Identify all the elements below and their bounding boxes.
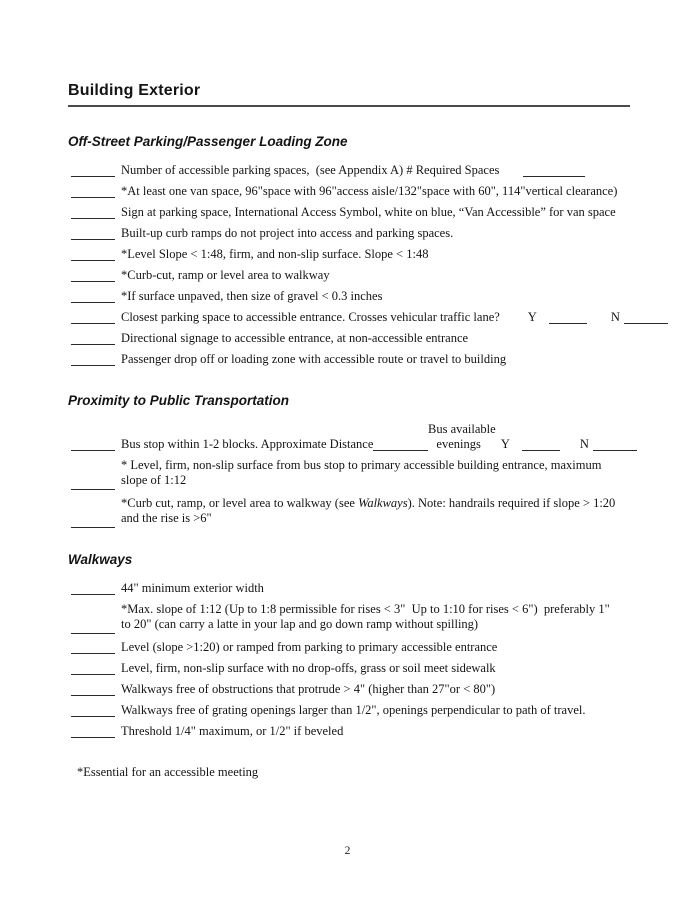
checklist-item-text: *Level Slope < 1:48, firm, and non-slip surface. Slope < 1:48 [121,247,429,261]
checklist-response-blank [71,674,115,675]
checklist-item-text: Bus stop within 1-2 blocks. Approximate Distance [121,437,374,451]
checklist-item-text: Walkways free of obstructions that protrude > 4" (higher than 27"or < 80") [121,682,496,696]
checklist-response-blank [71,489,115,490]
checklist-row [68,682,630,696]
checklist-response-blank [71,716,115,717]
checklist-item-text: Walkways free of grating openings larger than 1/2", openings perpendicular to path of travel. [121,703,586,717]
page-title: Building Exterior [68,82,201,99]
checklist-response-blank [71,239,115,240]
checklist-item-text: Directional signage to accessible entrance, at non-accessible entrance [121,331,469,345]
section-2 [68,552,630,738]
bus-available-note: Bus available [428,422,496,436]
checklist-item-text: Built-up curb ramps do not project into access and parking spaces. [121,226,454,240]
checklist-item-text: 44" minimum exterior width [121,581,264,595]
checklist-response-blank [71,365,115,366]
evenings-label: evenings [436,437,481,451]
yes-label: Y [500,437,510,451]
checklist-response-blank [71,176,115,177]
checklist-response-blank [71,323,115,324]
checklist-row [68,247,630,261]
text-segment: *Curb cut, ramp, or level area to walkway (see [121,496,359,510]
yes-blank [549,323,587,324]
section-1 [68,393,630,525]
checklist-item-text: * Level, firm, non-slip surface from bus stop to primary accessible building entrance, maximum slope of 1:12 [121,458,605,487]
checklist-row [68,163,630,177]
checklist-item-text: *Max. slope of 1:12 (Up to 1:8 permissible for rises < 3" Up to 1:10 for rises < 6") preferably 1" to 20" (can carry a latte in your lap and go down ramp without spilling) [121,602,613,631]
section-0 [68,134,630,366]
checklist-response-blank [71,695,115,696]
checklist-row [68,268,630,282]
checklist-row [68,581,630,595]
checklist-item-text: Number of accessible parking spaces, (see Appendix A) # Required Spaces [121,163,500,177]
checklist-row [68,310,630,324]
no-label: N [610,310,620,324]
checklist-row [68,352,630,366]
checklist-response-blank [71,450,115,451]
checklist-row [68,496,630,525]
checklist-response-blank [71,260,115,261]
checklist-row [68,205,630,219]
checklist-response-blank [71,302,115,303]
checklist-item-text [121,496,619,525]
checklist-row [68,661,630,675]
checklist-row [68,724,630,738]
checklist-item-text: Closest parking space to accessible entrance. Crosses vehicular traffic lane? [121,310,500,324]
checklist-response-blank [71,281,115,282]
checklist-response-blank [71,594,115,595]
required-spaces-blank [523,176,585,177]
checklist-response-blank [71,218,115,219]
checklist-row [68,226,630,240]
checklist-item-text: Threshold 1/4" maximum, or 1/2" if beveled [121,724,344,738]
text-segment: ). Note: handrails required if slope > 1:20 and the rise is >6" [121,496,619,525]
checklist-row [68,703,630,717]
checklist-item-text: Level (slope >1:20) or ramped from parking to primary accessible entrance [121,640,498,654]
checklist-response-blank [71,653,115,654]
checklist-item-text: Sign at parking space, International Access Symbol, white on blue, “Van Accessible” for van space [121,205,616,219]
section-heading: Walkways [68,552,133,567]
page-number: 2 [344,845,351,857]
section-heading: Off-Street Parking/Passenger Loading Zone [68,134,348,149]
checklist-row [68,331,630,345]
cross-reference-italic: Walkways [358,496,408,510]
checklist-row [68,437,630,451]
checklist-item-text: *If surface unpaved, then size of gravel < 0.3 inches [121,289,383,303]
checklist-response-blank [71,633,115,634]
checklist-row [68,458,630,487]
checklist-item-text: *At least one van space, 96"space with 96"access aisle/132"space with 60", 114"vertical clearance) [121,184,618,198]
section-heading: Proximity to Public Transportation [68,393,290,408]
checklist-row [68,602,630,631]
checklist-response-blank [71,737,115,738]
footnote: *Essential for an accessible meeting [77,765,259,779]
checklist-row [68,184,630,198]
checklist-row [68,289,630,303]
distance-blank [373,450,428,451]
checklist-row [68,640,630,654]
checklist-item-text: Level, firm, non-slip surface with no drop-offs, grass or soil meet sidewalk [121,661,496,675]
checklist-item-text: *Curb-cut, ramp or level area to walkway [121,268,330,282]
sections-container [68,134,630,738]
checklist-response-blank [71,197,115,198]
no-label: N [579,437,589,451]
checklist-response-blank [71,527,115,528]
checklist-response-blank [71,344,115,345]
checklist-item-text: Passenger drop off or loading zone with accessible route or travel to building [121,352,507,366]
yes-label: Y [527,310,537,324]
yes-blank [522,450,560,451]
no-blank [624,323,668,324]
no-blank [593,450,637,451]
page-content [68,82,630,780]
title-rule [68,105,630,107]
